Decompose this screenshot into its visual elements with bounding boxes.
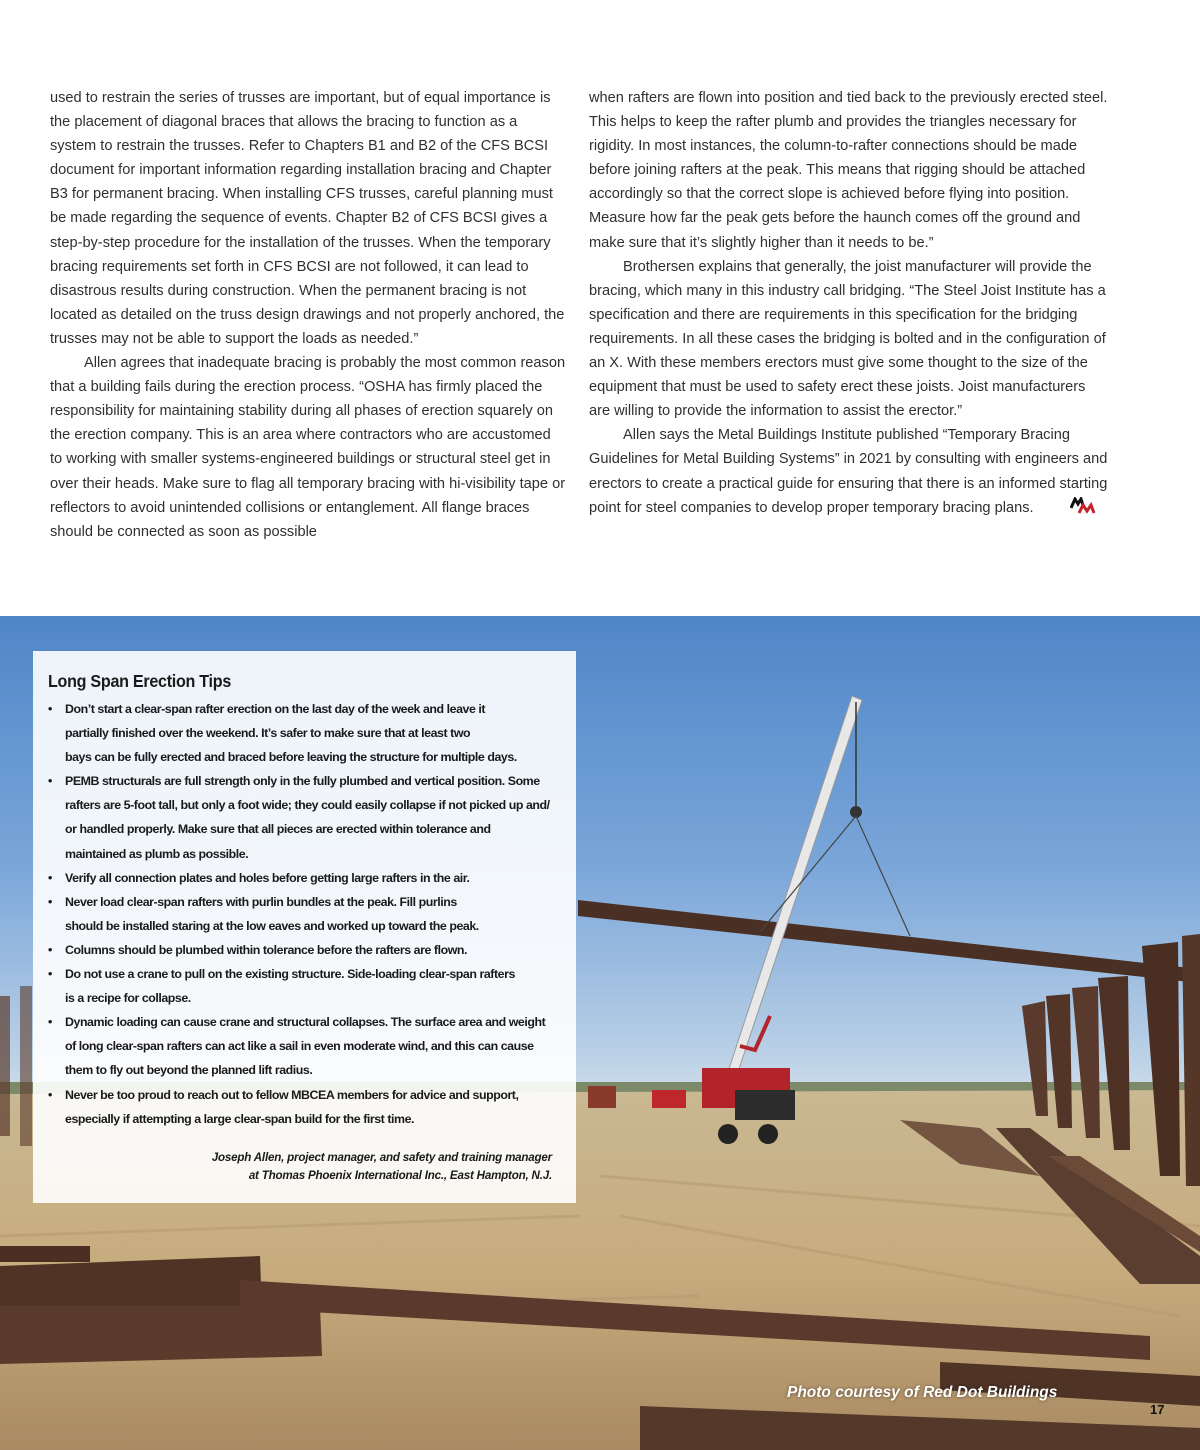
tip-text: Do not use a crane to pull on the existing structure. Side-loading clear-span rafters is a recipe for collapse. (65, 967, 515, 1006)
tip-text: PEMB structurals are full strength only in the fully plumbed and vertical position. Some rafters are 5-foot tall, but only a foot wide; they could easily collapse if not picked up and/ or handled properly. Make sure that all pieces are erected within tolerance and maintained as plumb as possible. (65, 774, 550, 861)
article-column-left (50, 86, 566, 544)
paragraph: when rafters are flown into position and tied back to the previously erected steel. This helps to keep the rafter plumb and provides the triangles necessary for rigidity. In most instances, the column-to-rafter connections should be made before joining rafters at the peak. This means that rigging should be attached accordingly so that the correct slope is achieved before flying into position. Measure how far the peak gets before the haunch comes off the ground and make sure that it’s slightly higher than it needs to be.” (589, 90, 1108, 251)
list-item (48, 769, 565, 865)
article-column-right (589, 86, 1109, 523)
paragraph-final-text: Allen says the Metal Buildings Institute published “Temporary Bracing Guidelines for Metal Building Systems” in 2021 by consulting with engineers and erectors to create a practical guide for ensuring that there is an informed starting point for steel companies to develop proper temporary bracing plans. (589, 427, 1108, 516)
paragraph-final (589, 423, 1109, 522)
tip-text: Verify all connection plates and holes before getting large rafters in the air. (65, 870, 470, 885)
list-item (48, 1010, 565, 1082)
list-item (48, 962, 565, 1010)
paragraph: Allen agrees that inadequate bracing is probably the most common reason that a building fails during the erection process. “OSHA has firmly placed the responsibility for maintaining stability during all phases of erection squarely on the erection company. This is an area where contractors who are accustomed to working with smaller systems-engineered buildings or structural steel get in over their heads. Make sure to flag all temporary bracing with hi-visibility tape or reflectors to avoid unintended collisions or entanglement. All flange braces should be connected as soon as possible (50, 355, 566, 540)
bullet-icon: • (48, 870, 52, 885)
list-item (48, 866, 565, 890)
bullet-icon: • (48, 702, 52, 716)
page-number: 17 (1150, 1402, 1165, 1417)
tip-text: Don’t start a clear-span rafter erection on the last day of the week and leave it partially finished over the weekend. It’s safer to make sure that at least two bays can be fully erected and braced before leaving the structure for multiple days. (65, 702, 517, 765)
list-item (48, 1083, 565, 1131)
bullet-icon: • (48, 774, 52, 789)
tips-list (48, 697, 588, 1131)
photo-credit: Photo courtesy of Red Dot Buildings (787, 1384, 1058, 1401)
list-item (48, 890, 565, 938)
bullet-icon: • (48, 1015, 52, 1030)
tips-title: Long Span Erection Tips (48, 671, 231, 691)
tip-text: Dynamic loading can cause crane and structural collapses. The surface area and weight of long clear-span rafters can act like a sail in even moderate wind, and this can cause them to fly out beyond the planned lift radius. (65, 1015, 546, 1078)
bullet-icon: • (48, 894, 52, 909)
tip-text: Never load clear-span rafters with purlin bundles at the peak. Fill purlins should be installed staring at the low eaves and worked up toward the peak. (65, 894, 479, 933)
list-item (48, 697, 565, 769)
paragraph: Brothersen explains that generally, the joist manufacturer will provide the bracing, which many in this industry call bridging. “The Steel Joist Institute has a specification and there are requirements in this specification for the bridging requirements. In all these cases the bridging is bolted and in the configuration of an X. With these members erectors must give some thought to the size of the equipment that must be used to safety erect these joists. Joist manufacturers are willing to provide the information to assist the erector.” (589, 258, 1106, 420)
bullet-icon: • (48, 967, 52, 982)
bullet-icon: • (48, 1087, 52, 1102)
tip-text: Columns should be plumbed within tolerance before the rafters are flown. (65, 942, 468, 957)
mbn-logo-icon (1036, 497, 1096, 523)
list-item (48, 938, 565, 962)
long-span-erection-tips-box (33, 651, 576, 1203)
bullet-icon: • (48, 942, 52, 957)
paragraph: used to restrain the series of trusses are important, but of equal importance is the placement of diagonal braces that allows the bracing to function as a system to restrain the trusses. Refer to Chapters B1 and B2 of the CFS BCSI document for important information regarding installation bracing and Chapter B3 for permanent bracing. When installing CFS trusses, careful planning must be made regarding the sequence of events. Chapter B2 of CFS BCSI gives a step-by-step procedure for the installation of the trusses. When the temporary bracing requirements set forth in CFS BCSI are not followed, it can lead to disastrous results during construction. When the permanent bracing is not located as detailed on the truss design drawings and not properly anchored, the trusses may not be able to support the loads as needed.” (50, 90, 565, 347)
tips-attribution: Joseph Allen, project manager, and safety and training manager at Thomas Phoenix International Inc., East Hampton, N.J. (211, 1151, 552, 1182)
tip-text: Never be too proud to reach out to fellow MBCEA members for advice and support, especially if attempting a large clear-span build for the first time. (65, 1087, 519, 1126)
